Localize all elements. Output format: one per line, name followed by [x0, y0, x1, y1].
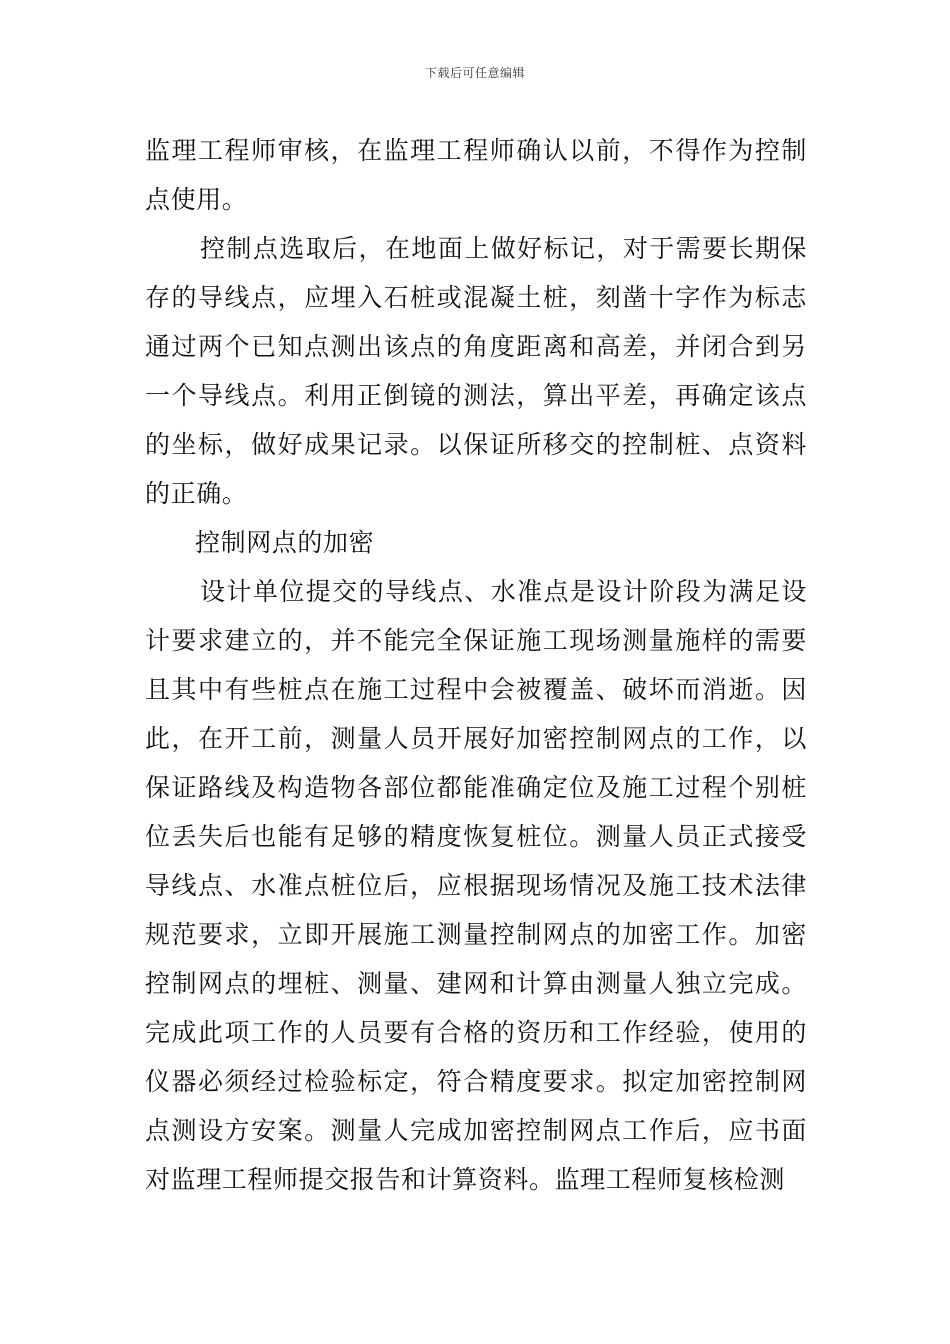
- section-heading: 控制网点的加密: [195, 528, 375, 557]
- paragraph-control-network-densification: 设计单位提交的导线点、水准点是设计阶段为满足设计要求建立的，并不能完全保证施工现场测量施样的需要且其中有些桩点在施工过程中会被覆盖、破坏而消逝。因此，在开工前，测量人员开展好加密控制网点的工作，以保证路线及构造物各部位都能准确定位及施工过程个别桩位丢失后也能有足够的精度恢复桩位。测量人员正式接受导线点、水准点桩位后，应根据现场情况及施工技术法律规范要求，立即开展施工测量控制网点的加密工作。加密控制网点的埋桩、测量、建网和计算由测量人独立完成。完成此项工作的人员要有合格的资历和工作经验，使用的仪器必须经过检验标定，符合精度要求。拟定加密控制网点测设方安案。测量人完成加密控制网点工作后，应书面对监理工程师提交报告和计算资料。监理工程师复核检测: [145, 577, 807, 1194]
- paragraph-control-point-marking: 控制点选取后，在地面上做好标记，对于需要长期保存的导线点，应埋入石桩或混凝土桩，刻凿十字作为标志通过两个已知点测出该点的角度距离和高差，并闭合到另一个导线点。利用正倒镜的测法，算出平差，再确定该点的坐标，做好成果记录。以保证所移交的控制桩、点资料的正确。: [145, 234, 807, 508]
- document-body: [145, 126, 807, 1204]
- page-header-note: 下载后可任意编辑: [424, 66, 525, 80]
- paragraph-continuation: 监理工程师审核，在监理工程师确认以前，不得作为控制点使用。: [145, 136, 807, 214]
